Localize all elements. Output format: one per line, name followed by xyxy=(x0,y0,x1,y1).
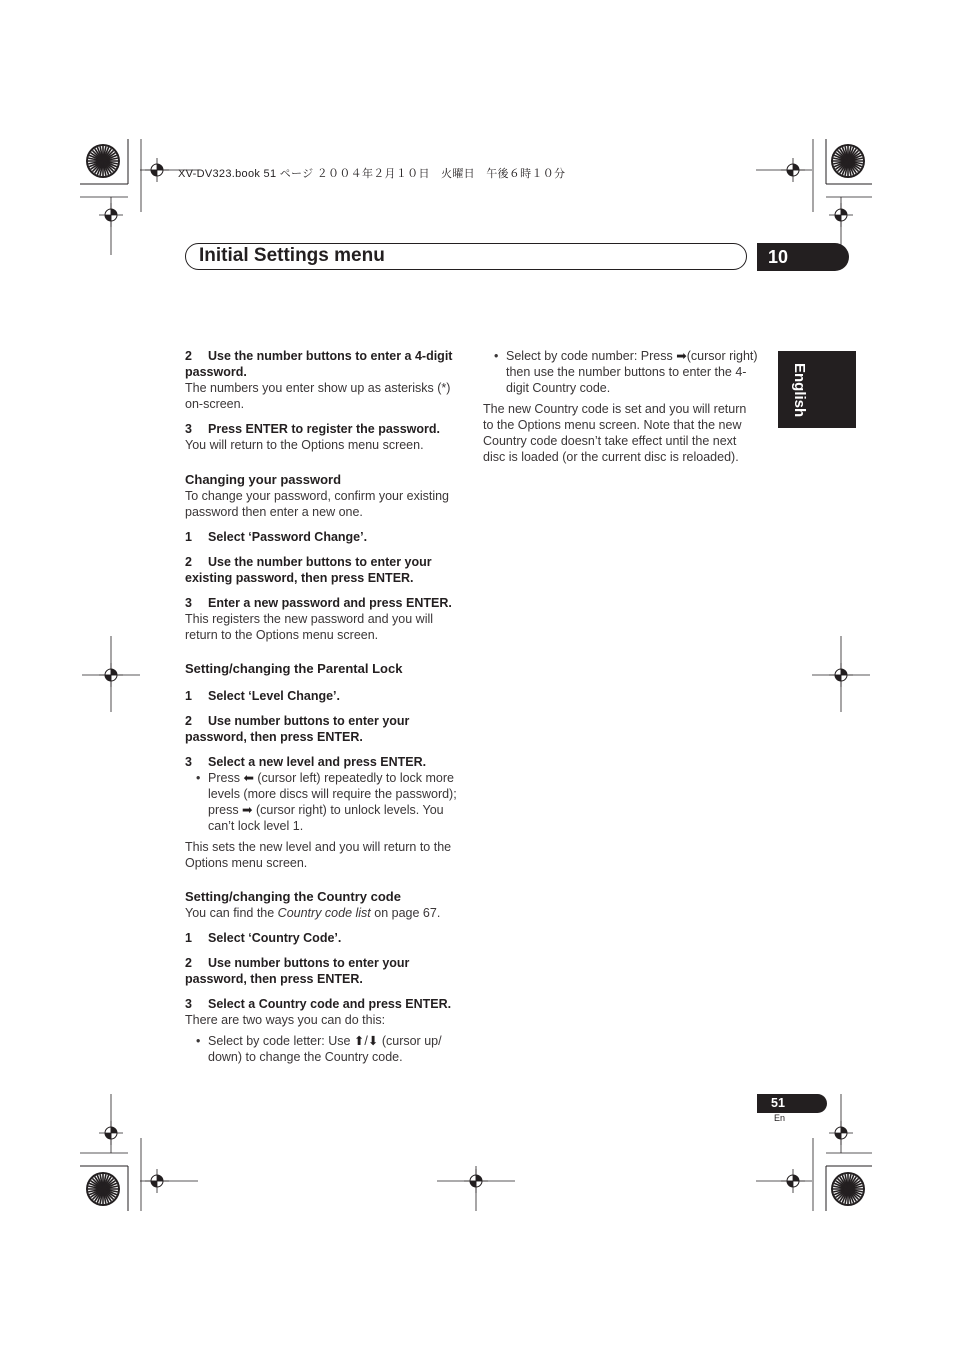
body-text: This sets the new level and you will return to the Options menu screen. xyxy=(185,840,452,870)
body-text: The numbers you enter show up as asterisks (*) on-screen. xyxy=(185,381,451,411)
section-heading: Changing your password xyxy=(185,472,342,487)
bullet-item: • Select by code letter: Use ⬆/⬇ (cursor up/ down) to change the Country code. xyxy=(196,1034,442,1064)
arrow-right-icon: ➡ xyxy=(676,349,687,363)
step-item: 3 Select a Country code and press ENTER. xyxy=(185,997,452,1011)
section-heading: Setting/changing the Parental Lock xyxy=(185,661,403,676)
print-info-line: XV-DV323.book 51 ページ ２００４年２月１０日 火曜日 午後６時１０分 xyxy=(178,168,566,180)
step-item: 3 Select a new level and press ENTER. xyxy=(185,755,427,769)
bullet-item: • Select by code number: Press ➡(cursor right) then use the number buttons to enter the 4-digit Country code. xyxy=(494,349,758,395)
body-text: You can find the Country code list on page 67. xyxy=(185,906,441,920)
body-text: This registers the new password and you will return to the Options menu screen. xyxy=(185,612,434,642)
arrow-down-icon: ⬇ xyxy=(367,1034,379,1048)
arrow-right-icon: ➡ xyxy=(242,803,253,817)
step-item: 1 Select ‘Level Change’. xyxy=(185,689,340,703)
bullet-item: • Press ⬅ (cursor left) repeatedly to lock more levels (more discs will require the password); press ➡ (cursor right) to unlock levels. You can’t lock level 1. xyxy=(196,771,457,833)
body-text: To change your password, confirm your existing password then enter a new one. xyxy=(185,489,450,519)
page-title: Initial Settings menu xyxy=(199,245,385,266)
step-item: 2 Use the number buttons to enter your existing password, then press ENTER. xyxy=(185,555,432,585)
step-item: 1 Select ‘Password Change’. xyxy=(185,530,368,544)
body-text: The new Country code is set and you will return to the Options menu screen. Note that the new Country code doesn’t take effect until the next disc is loaded (or the current disc is reloaded). xyxy=(483,402,747,464)
step-item: 3 Enter a new password and press ENTER. xyxy=(185,596,452,610)
chapter-number: 10 xyxy=(768,247,789,267)
bullet-dot: • xyxy=(196,771,201,785)
step-item: 1 Select ‘Country Code’. xyxy=(185,931,342,945)
language-tab-label: English xyxy=(791,363,808,418)
step-item: 2 Use number buttons to enter your password, then press ENTER. xyxy=(185,714,410,744)
country-code-list-ref: Country code list xyxy=(277,906,371,920)
section-heading: Setting/changing the Country code xyxy=(185,889,401,904)
step-item: 2 Use the number buttons to enter a 4-digit password. xyxy=(185,349,453,379)
right-column xyxy=(483,348,759,465)
step-item: 3 Press ENTER to register the password. xyxy=(185,422,441,436)
page-number-tab xyxy=(757,1094,827,1113)
left-column xyxy=(185,348,462,1065)
page-number: 51 xyxy=(771,1096,785,1110)
body-text: There are two ways you can do this: xyxy=(185,1013,386,1027)
step-item: 2 Use number buttons to enter your password, then press ENTER. xyxy=(185,956,410,986)
arrow-up-icon: ⬆ xyxy=(353,1034,365,1048)
page-language-code: En xyxy=(774,1113,786,1123)
bullet-dot: • xyxy=(494,349,499,363)
body-text: You will return to the Options menu screen. xyxy=(185,438,424,452)
bullet-dot: • xyxy=(196,1034,201,1048)
arrow-left-icon: ⬅ xyxy=(243,771,254,785)
